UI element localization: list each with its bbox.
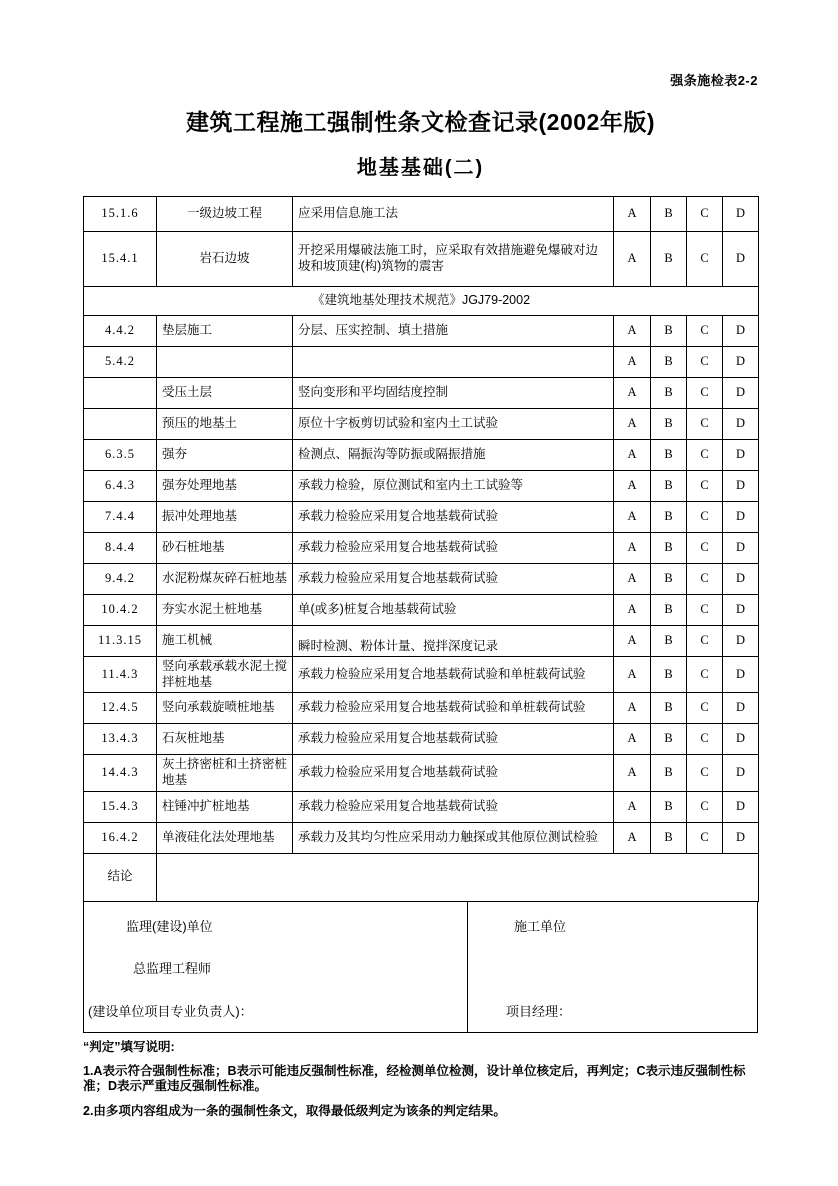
project-manager-label: 项目经理： — [506, 1003, 572, 1019]
grade-cell-d: D — [723, 316, 759, 347]
desc-cell: 承载力检验应采用复合地基载荷试验 — [293, 755, 614, 791]
grade-cell-a: A — [614, 409, 651, 440]
grade-cell-b: B — [651, 409, 687, 440]
grade-cell-b: B — [651, 347, 687, 378]
construction-unit-label: 施工单位 — [514, 918, 567, 934]
contractor-signature-cell — [468, 902, 757, 1032]
table-row — [84, 378, 759, 409]
supervisor-signature-cell — [84, 902, 468, 1032]
grade-cell-c: C — [687, 693, 723, 724]
table-row — [84, 232, 759, 287]
code-cell: 9.4.2 — [84, 564, 157, 595]
form-code-label: 强条施检表2-2 — [670, 73, 758, 88]
grade-cell-c: C — [687, 347, 723, 378]
desc-cell: 检测点、隔振沟等防振或隔振措施 — [293, 440, 614, 471]
grade-cell-a: A — [614, 657, 651, 693]
desc-cell: 承载力检验应采用复合地基载荷试验和单桩载荷试验 — [293, 693, 614, 724]
grade-cell-b: B — [651, 791, 687, 822]
grade-cell-c: C — [687, 657, 723, 693]
code-cell: 11.4.3 — [84, 657, 157, 693]
table-row — [84, 724, 759, 755]
note-item-1: 1.A表示符合强制性标准；B表示可能违反强制性标准，经检测单位检测，设计单位核定后，再判定；C表示违反强制性标准；D表示严重违反强制性标准。 — [83, 1063, 746, 1093]
code-cell — [84, 409, 157, 440]
code-cell: 15.4.3 — [84, 791, 157, 822]
page-title: 建筑工程施工强制性条文检查记录(2002年版) — [186, 109, 655, 135]
grade-cell-b: B — [651, 440, 687, 471]
grade-cell-d: D — [723, 471, 759, 502]
grade-cell-a: A — [614, 232, 651, 287]
grade-cell-b: B — [651, 533, 687, 564]
desc-cell: 承载力及其均匀性应采用动力触探或其他原位测试检验 — [293, 822, 614, 853]
desc-cell: 承载力检验应采用复合地基载荷试验 — [293, 533, 614, 564]
grade-cell-b: B — [651, 378, 687, 409]
conclusion-label: 结论 — [84, 853, 157, 901]
grade-cell-b: B — [651, 657, 687, 693]
desc-cell: 承载力检验应采用复合地基载荷试验 — [293, 724, 614, 755]
table-row — [84, 502, 759, 533]
grade-cell-a: A — [614, 791, 651, 822]
desc-cell: 承载力检验应采用复合地基载荷试验 — [293, 791, 614, 822]
table-row — [84, 347, 759, 378]
chief-supervision-engineer-label: 总监理工程师 — [133, 961, 212, 976]
item-cell: 一级边坡工程 — [157, 197, 293, 232]
table-row — [84, 440, 759, 471]
supervision-unit-label: 监理(建设)单位 — [126, 918, 213, 934]
desc-cell: 原位十字板剪切试验和室内土工试验 — [293, 409, 614, 440]
desc-cell: 承载力检验应采用复合地基载荷试验 — [293, 502, 614, 533]
code-cell: 7.4.4 — [84, 502, 157, 533]
item-cell: 垫层施工 — [157, 316, 293, 347]
grade-cell-b: B — [651, 626, 687, 657]
grade-cell-b: B — [651, 564, 687, 595]
table-row — [84, 595, 759, 626]
desc-cell — [293, 347, 614, 378]
grade-cell-b: B — [651, 724, 687, 755]
grade-cell-c: C — [687, 409, 723, 440]
grade-cell-a: A — [614, 755, 651, 791]
grade-cell-a: A — [614, 533, 651, 564]
grade-cell-d: D — [723, 533, 759, 564]
grade-cell-a: A — [614, 440, 651, 471]
grade-cell-d: D — [723, 440, 759, 471]
grade-cell-b: B — [651, 755, 687, 791]
grade-cell-d: D — [723, 347, 759, 378]
grade-cell-c: C — [687, 440, 723, 471]
code-cell: 4.4.2 — [84, 316, 157, 347]
item-cell: 夯实水泥土桩地基 — [157, 595, 293, 626]
grade-cell-a: A — [614, 822, 651, 853]
desc-cell: 瞬时检测、粉体计量、搅拌深度记录 — [293, 626, 614, 657]
table-row — [84, 755, 759, 791]
grade-cell-d: D — [723, 626, 759, 657]
item-cell: 受压土层 — [157, 378, 293, 409]
code-cell: 15.4.1 — [84, 232, 157, 287]
table-row — [84, 409, 759, 440]
item-cell: 水泥粉煤灰碎石桩地基 — [157, 564, 293, 595]
item-cell: 强夯处理地基 — [157, 471, 293, 502]
table-row — [84, 626, 759, 657]
grade-cell-c: C — [687, 533, 723, 564]
grade-cell-d: D — [723, 502, 759, 533]
code-cell: 13.4.3 — [84, 724, 157, 755]
item-cell: 砂石桩地基 — [157, 533, 293, 564]
item-cell: 石灰桩地基 — [157, 724, 293, 755]
grade-cell-b: B — [651, 197, 687, 232]
table-row — [84, 564, 759, 595]
grade-cell-c: C — [687, 502, 723, 533]
table-row — [84, 822, 759, 853]
table-row — [84, 791, 759, 822]
grade-cell-a: A — [614, 471, 651, 502]
grade-cell-b: B — [651, 471, 687, 502]
desc-cell: 开挖采用爆破法施工时，应采取有效措施避免爆破对边坡和坡顶建(构)筑物的震害 — [293, 232, 614, 287]
item-cell: 单液硅化法处理地基 — [157, 822, 293, 853]
code-cell: 6.4.3 — [84, 471, 157, 502]
item-cell: 竖向承载承载水泥土搅拌桩地基 — [157, 657, 293, 693]
grade-cell-a: A — [614, 378, 651, 409]
desc-cell: 承载力检验应采用复合地基载荷试验 — [293, 564, 614, 595]
grade-cell-d: D — [723, 724, 759, 755]
grade-cell-a: A — [614, 626, 651, 657]
notes-heading: “判定”填写说明: — [83, 1039, 175, 1054]
grade-cell-d: D — [723, 197, 759, 232]
grade-cell-d: D — [723, 822, 759, 853]
grade-cell-a: A — [614, 724, 651, 755]
item-cell: 振冲处理地基 — [157, 502, 293, 533]
note-item-2: 2.由多项内容组成为一条的强制性条文，取得最低级判定为该条的判定结果。 — [83, 1103, 506, 1118]
table-row — [84, 197, 759, 232]
grade-cell-d: D — [723, 755, 759, 791]
table-row — [84, 471, 759, 502]
grade-cell-c: C — [687, 378, 723, 409]
grade-cell-a: A — [614, 693, 651, 724]
grade-cell-d: D — [723, 791, 759, 822]
grade-cell-a: A — [614, 502, 651, 533]
footer-notes — [83, 1040, 758, 1119]
desc-cell: 应采用信息施工法 — [293, 197, 614, 232]
grade-cell-d: D — [723, 657, 759, 693]
code-cell: 11.3.15 — [84, 626, 157, 657]
item-cell: 竖向承载旋喷桩地基 — [157, 693, 293, 724]
grade-cell-b: B — [651, 502, 687, 533]
grade-cell-c: C — [687, 595, 723, 626]
grade-cell-c: C — [687, 471, 723, 502]
code-cell: 14.4.3 — [84, 755, 157, 791]
item-cell: 岩石边坡 — [157, 232, 293, 287]
grade-cell-a: A — [614, 564, 651, 595]
code-cell — [84, 378, 157, 409]
grade-cell-b: B — [651, 316, 687, 347]
signature-section — [83, 902, 758, 1033]
desc-cell: 承载力检验，原位测试和室内土工试验等 — [293, 471, 614, 502]
desc-cell: 单(或多)桩复合地基载荷试验 — [293, 595, 614, 626]
desc-cell: 承载力检验应采用复合地基载荷试验和单桩载荷试验 — [293, 657, 614, 693]
grade-cell-c: C — [687, 755, 723, 791]
construction-unit-project-lead-label: (建设单位项目专业负责人)： — [88, 1003, 253, 1019]
grade-cell-b: B — [651, 822, 687, 853]
grade-cell-a: A — [614, 316, 651, 347]
code-cell: 5.4.2 — [84, 347, 157, 378]
grade-cell-d: D — [723, 693, 759, 724]
item-cell — [157, 347, 293, 378]
table-row — [84, 533, 759, 564]
desc-cell: 分层、压实控制、填土措施 — [293, 316, 614, 347]
grade-cell-a: A — [614, 595, 651, 626]
grade-cell-c: C — [687, 564, 723, 595]
provisions-table-body — [84, 197, 759, 902]
table-row — [84, 657, 759, 693]
code-cell: 10.4.2 — [84, 595, 157, 626]
grade-cell-c: C — [687, 822, 723, 853]
grade-cell-c: C — [687, 791, 723, 822]
grade-cell-c: C — [687, 197, 723, 232]
grade-cell-d: D — [723, 564, 759, 595]
grade-cell-b: B — [651, 232, 687, 287]
code-cell: 16.4.2 — [84, 822, 157, 853]
grade-cell-c: C — [687, 724, 723, 755]
grade-cell-b: B — [651, 595, 687, 626]
grade-cell-a: A — [614, 347, 651, 378]
grade-cell-d: D — [723, 409, 759, 440]
grade-cell-d: D — [723, 595, 759, 626]
grade-cell-b: B — [651, 693, 687, 724]
code-cell: 15.1.6 — [84, 197, 157, 232]
item-cell: 灰土挤密桩和土挤密桩地基 — [157, 755, 293, 791]
grade-cell-d: D — [723, 378, 759, 409]
table-row — [84, 693, 759, 724]
page-subtitle: 地基基础(二) — [356, 157, 485, 179]
grade-cell-c: C — [687, 232, 723, 287]
item-cell: 预压的地基土 — [157, 409, 293, 440]
code-cell: 6.3.5 — [84, 440, 157, 471]
provisions-table — [83, 196, 759, 902]
table-row — [84, 853, 759, 901]
item-cell: 施工机械 — [157, 626, 293, 657]
code-cell: 12.4.5 — [84, 693, 157, 724]
grade-cell-c: C — [687, 316, 723, 347]
grade-cell-a: A — [614, 197, 651, 232]
grade-cell-d: D — [723, 232, 759, 287]
conclusion-value — [157, 853, 759, 901]
item-cell: 强夯 — [157, 440, 293, 471]
table-row — [84, 287, 759, 316]
form-sheet — [83, 70, 758, 1129]
table-row — [84, 316, 759, 347]
code-cell: 8.4.4 — [84, 533, 157, 564]
item-cell: 柱锤冲扩桩地基 — [157, 791, 293, 822]
spec-section-title: 《建筑地基处理技术规范》JGJ79-2002 — [84, 287, 759, 316]
grade-cell-c: C — [687, 626, 723, 657]
desc-cell: 竖向变形和平均固结度控制 — [293, 378, 614, 409]
